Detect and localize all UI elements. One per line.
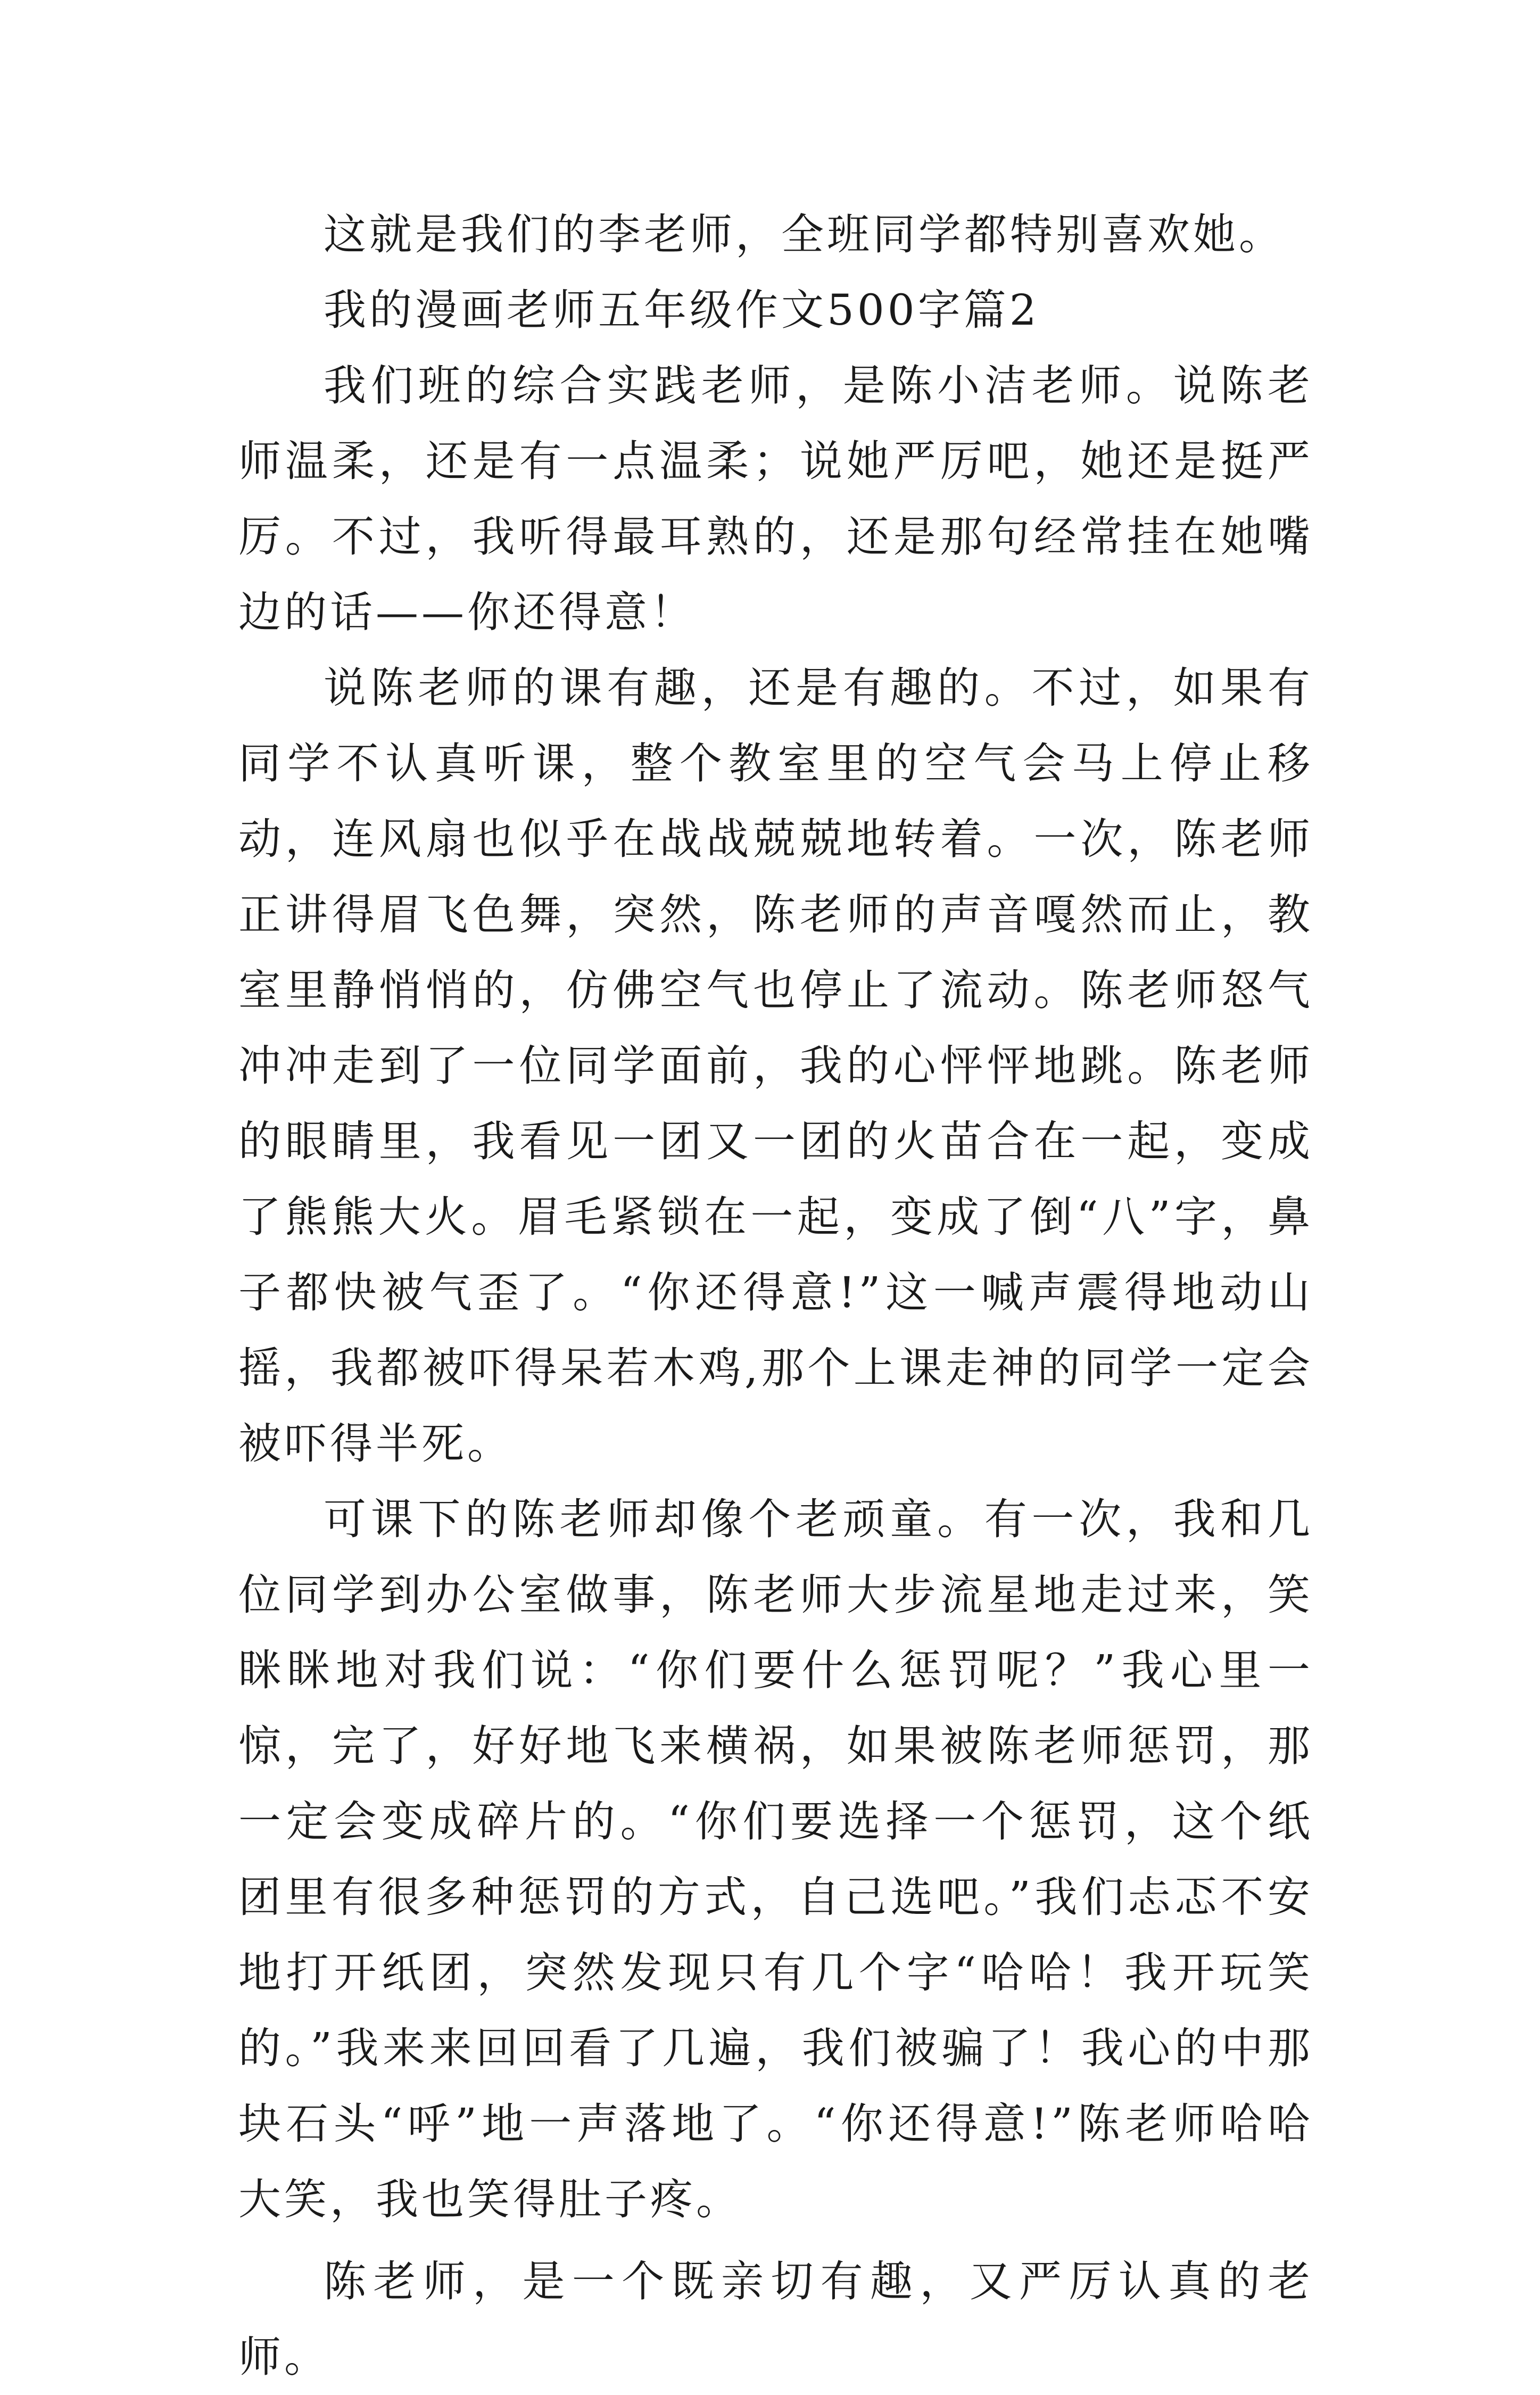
paragraph-closing-previous: 这就是我们的李老师，全班同学都特别喜欢她。 (324, 210, 1285, 259)
paragraph-intro: 我们班的综合实践老师，是陈小洁老师。说陈老师温柔，还是有一点温柔；说她严厉吧，她还是挺严厉。不过，我听得最耳熟的，还是那句经常挂在她嘴边的话——你还得意！ (238, 361, 1313, 637)
paragraph-conclusion: 陈老师，是一个既亲切有趣，又严厉认真的老师。 (238, 2257, 1313, 2382)
document-body (238, 197, 1313, 2395)
paragraph-in-class: 说陈老师的课有趣，还是有趣的。不过，如果有同学不认真听课，整个教室里的空气会马上停止移动，连风扇也似乎在战战兢兢地转着。一次，陈老师正讲得眉飞色舞，突然，陈老师的声音嘎然而止，教室里静悄悄的，仿佛空气也停止了流动。陈老师怒气冲冲走到了一位同学面前，我的心怦怦地跳。陈老师的眼睛里，我看见一团又一团的火苗合在一起，变成了熊熊大火。眉毛紧锁在一起，变成了倒“八”字，鼻子都快被气歪了。“你还得意!”这一喊声震得地动山摇，我都被吓得呆若木鸡,那个上课走神的同学一定会被吓得半死。 (238, 663, 1313, 1468)
paragraph-after-class: 可课下的陈老师却像个老顽童。有一次，我和几位同学到办公室做事，陈老师大步流星地走过来，笑眯眯地对我们说：“你们要什么惩罚呢？”我心里一惊，完了，好好地飞来横祸，如果被陈老师惩罚，那一定会变成碎片的。“你们要选择一个惩罚，这个纸团里有很多种惩罚的方式，自己选吧。”我们忐忑不安地打开纸团，突然发现只有几个字“哈哈！我开玩笑的。”我来来回回看了几遍，我们被骗了！我心的中那块石头“呼”地一声落地了。“你还得意!”陈老师哈哈大笑，我也笑得肚子疼。 (238, 1494, 1313, 2224)
essay-title: 我的漫画老师五年级作文500字篇2 (324, 285, 1040, 335)
